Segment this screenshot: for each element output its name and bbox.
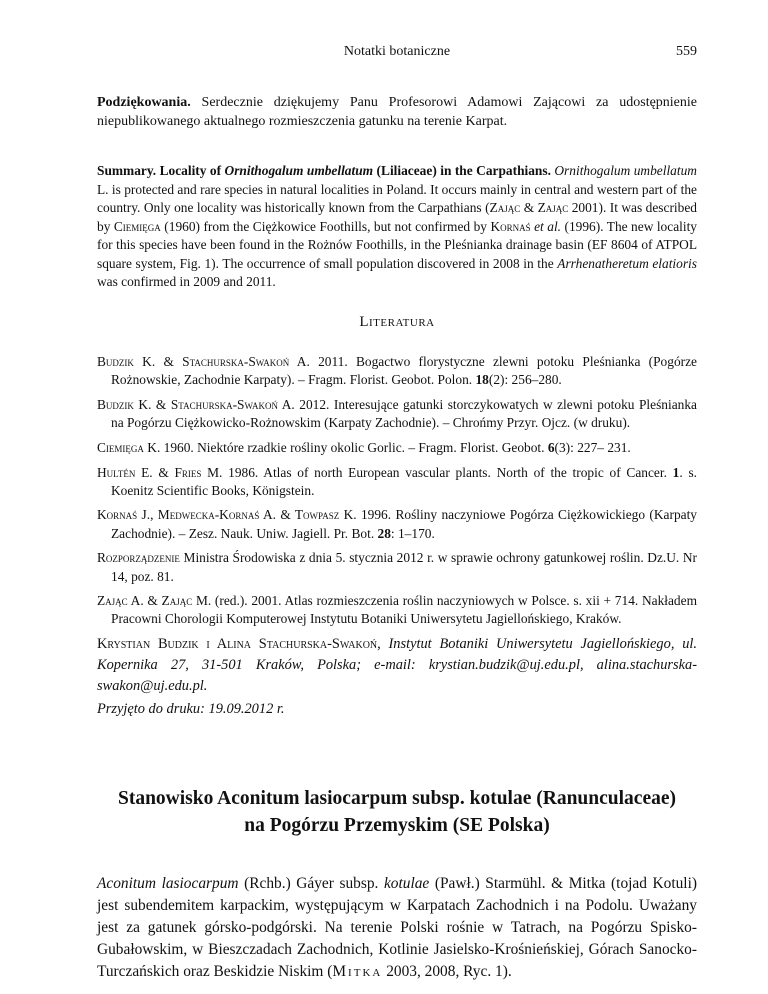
cited-author: Mitka — [332, 963, 383, 981]
reference-volume: 1 — [672, 464, 680, 480]
summary-label: Summary. Locality of — [97, 163, 222, 178]
reference-list — [97, 353, 697, 635]
cited-author: Zając — [537, 200, 569, 215]
body-text: (Rchb.) Gáyer subsp. — [238, 875, 384, 893]
reference-text: 1986. Atlas of north European vascular plants. North of the tropic of Cancer. — [222, 464, 673, 480]
reference-author: Hultén E. & Fries M. — [97, 464, 223, 480]
reference-author: Ciemięga K. — [97, 439, 161, 455]
summary-species-2: Ornithogalum umbellatum — [554, 163, 697, 178]
subspecies-name: kotulae — [383, 875, 430, 893]
reference-item — [97, 396, 697, 432]
article-title — [97, 785, 697, 839]
reference-text: 1996. Rośliny naczyniowe Pogórza Ciężkowickiego (Karpaty Zachodnie). – Zesz. Nauk. Uniw. Jagiell. Pr. Bot. — [111, 507, 697, 541]
acknowledgements-text: Serdecznie dziękujemy Panu Profesorowi Adamowi Zającowi za udostępnienie niepublikowanego aktualnego rozmieszczenia gatunku na terenie Karpat. — [97, 95, 698, 129]
cited-author: Ciemięga — [113, 218, 161, 234]
body-text: 2003, 2008, Ryc. 1). — [382, 963, 512, 981]
reference-author: Budzik K. & Stachurska-Swakoń A. — [97, 396, 295, 412]
reference-volume: 18 — [475, 372, 489, 388]
reference-item — [97, 464, 697, 500]
reference-text: Ministra Środowiska z dnia 5. stycznia 2012 r. w sprawie ochrony gatunkowej roślin. Dz.U. Nr 14, poz. 81. — [111, 550, 697, 584]
running-header — [97, 44, 697, 64]
reference-item — [97, 549, 697, 585]
cited-author: Zając — [489, 200, 521, 215]
body-text: (Pawł.) Starmühl. & Mitka (tojad Kotuli) jest subendemitem karpackim, występującym w Karpatach Zachodnich i na Podolu. Uważany jest za gatunek górsko-podgórski. Na terenie Polski rośnie w Tatrach, na Pogórzu Spisko-Gubałowskim, w Bieszczadach Zachodnich, Kotlinie Jasielsko-Krośnieńskiej, Górach Sanocko-Turczańskich oraz Beskidzie Niskim ( — [97, 875, 697, 981]
affiliation-text: Instytut Botaniki Uniwersytetu Jagiellońskiego, ul. Kopernika 27, 31-501 Kraków, Polska; e-mail: krystian.budzik@uj.edu.pl, alina.stachurska-swakon@uj.edu.pl. — [97, 636, 697, 695]
reference-text: (3): 227– 231. — [554, 439, 631, 455]
acknowledgements-label: Podziękowania. — [97, 95, 191, 110]
species-name: Aconitum lasiocarpum — [97, 875, 239, 893]
reference-text: 2012. Interesujące gatunki storczykowatych w zlewni potoku Pleśnianka na Pogórzu Ciężkowicko-Rożnowskim (Karpaty Zachodnie). – Chrońmy Przyr. Ojcz. (w druku). — [111, 396, 697, 431]
reference-volume: 6 — [547, 439, 555, 455]
reference-text: : 1–170. — [390, 525, 435, 541]
summary — [97, 162, 697, 292]
cited-author: Kornaś — [490, 218, 531, 234]
plant-association: Arrhenatheretum elatioris — [557, 255, 697, 271]
journal-section-title: Notatki botaniczne — [343, 44, 451, 59]
article-title-line-1: Stanowisko Aconitum lasiocarpum subsp. kotulae (Ranunculaceae) — [118, 788, 676, 809]
summary-text: (1960) from the Ciężkowice Foothills, but not confirmed by — [160, 218, 491, 234]
reference-author: Kornaś J., Medwecka-Kornaś A. & Towpasz K. — [97, 507, 357, 523]
reference-text: 1960. Niektóre rzadkie rośliny okolic Gorlic. – Fragm. Florist. Geobot. — [160, 439, 548, 455]
summary-text: & — [520, 200, 538, 215]
reference-text: 2011. Bogactwo florystyczne zlewni potoku Pleśnianka (Pogórze Rożnowskie, Zachodnie Karpaty). – Fragm. Florist. Geobot. Polon. — [111, 354, 697, 388]
reference-author: Budzik K. & Stachurska-Swakoń A. — [97, 354, 310, 369]
summary-text: 2001). It was described by — [97, 200, 697, 234]
reference-item — [97, 506, 697, 542]
article-title-line-2: na Pogórzu Przemyskim (SE Polska) — [244, 815, 550, 836]
reference-item — [97, 439, 697, 457]
author-affiliation — [97, 634, 697, 697]
reference-item — [97, 592, 697, 628]
summary-species: Ornithogalum umbellatum — [224, 163, 374, 178]
reference-text: (2): 256–280. — [488, 372, 562, 388]
reference-author: Rozporządzenie — [97, 550, 180, 566]
acknowledgements — [97, 93, 697, 131]
reference-author: Zając A. & Zając M. — [97, 593, 212, 609]
article-body — [97, 873, 697, 983]
summary-text: L. is protected and rare species in natural localities in Poland. It occurs mainly in central and western part of the country. Only one locality was historically known from the Carpathians ( — [97, 181, 697, 215]
et-al: et al. — [534, 218, 562, 234]
summary-text: (1996). The new locality for this species have been found in the Rożnów Foothills, in the Pleśnianka drainage basin (EF 8604 of ATPOL square system, Fig. 1). The occurrence of small population discovered in 2008 in the — [97, 218, 697, 271]
summary-text: was confirmed in 2009 and 2011. — [97, 274, 276, 289]
reference-text: (red.). 2001. Atlas rozmieszczenia roślin naczyniowych w Polsce. s. xii + 714. Nakładem Pracowni Chorologii Komputerowej Instytutu Botaniki Uniwersytetu Jagiellońskiego, Kraków. — [111, 593, 697, 627]
reference-item — [97, 353, 697, 389]
literature-heading: Literatura — [359, 314, 435, 330]
reference-volume: 28 — [377, 525, 391, 541]
page-number: 559 — [676, 44, 697, 59]
received-date: Przyjęto do druku: 19.09.2012 r. — [97, 701, 285, 717]
author-names: Krystian Budzik i Alina Stachurska-Swakoń, — [97, 636, 381, 653]
reference-text: . s. Koenitz Scientific Books, Königstein. — [111, 464, 697, 498]
summary-label-end: (Liliaceae) in the Carpathians. — [376, 163, 551, 178]
